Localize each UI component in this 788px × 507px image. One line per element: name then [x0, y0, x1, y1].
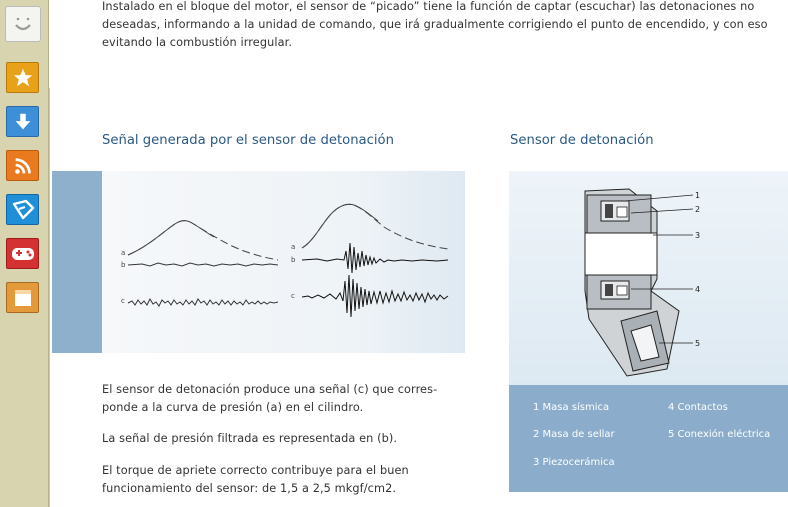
label-c-left: c — [121, 297, 125, 305]
signal-figure-panel — [102, 171, 465, 353]
callout-5: 5 — [695, 339, 701, 348]
legend-item-2: 2 Masa de sellar — [533, 429, 615, 440]
callout-1: 1 — [695, 191, 701, 200]
dock-separator — [49, 88, 50, 507]
callout-3: 3 — [695, 231, 701, 240]
tag-icon[interactable] — [6, 194, 39, 225]
signal-waveforms-drawing — [102, 171, 465, 353]
download-icon[interactable] — [6, 106, 39, 137]
callout-4: 4 — [695, 285, 701, 294]
legend-item-3: 3 Piezocerámica — [533, 457, 615, 468]
rss-icon[interactable] — [6, 150, 39, 181]
signal-figure-strip — [52, 171, 102, 353]
body-p3-line2: funcionamiento del sensor: de 1,5 a 2,5 mkgf/cm2. — [102, 482, 397, 495]
body-p1-line1: El sensor de detonación produce una señal (c) que corres- — [102, 383, 438, 396]
sensor-figure — [509, 171, 788, 385]
intro-line-2: deseadas, informando a la unidad de comando, que irá gradualmente corrigiendo el punto de encendido, y con eso — [102, 18, 768, 31]
label-a-left: a — [121, 249, 126, 257]
body-p1-line2: ponde a la curva de presión (a) en el cilindro. — [102, 401, 364, 414]
legend-item-4: 4 Contactos — [668, 402, 728, 413]
app-dock — [0, 0, 49, 507]
label-a-right: a — [291, 243, 296, 251]
label-c-right: c — [291, 292, 295, 300]
callout-2: 2 — [695, 205, 701, 214]
legend-item-5: 5 Conexión eléctrica — [668, 429, 771, 440]
sensor-legend — [509, 385, 788, 492]
smiley-icon[interactable] — [5, 6, 41, 42]
label-b-left: b — [121, 261, 126, 269]
intro-line-1: Instalado en el bloque del motor, el sensor de “picado” tiene la función de captar (escuchar) las detonaciones no — [102, 0, 755, 13]
heading-signal: Señal generada por el sensor de detonación — [102, 133, 394, 148]
notes-icon[interactable] — [6, 282, 39, 313]
body-p2: La señal de presión filtrada es representada en (b). — [102, 432, 398, 445]
sensor-cross-section-drawing — [509, 171, 788, 385]
gamepad-icon[interactable] — [6, 238, 39, 269]
intro-line-3: evitando la combustión irregular. — [102, 36, 293, 49]
heading-sensor: Sensor de detonación — [510, 133, 654, 148]
star-icon[interactable] — [6, 62, 39, 93]
legend-item-1: 1 Masa sísmica — [533, 402, 610, 413]
body-p3-line1: El torque de apriete correcto contribuye para el buen — [102, 464, 409, 477]
label-b-right: b — [291, 256, 296, 264]
